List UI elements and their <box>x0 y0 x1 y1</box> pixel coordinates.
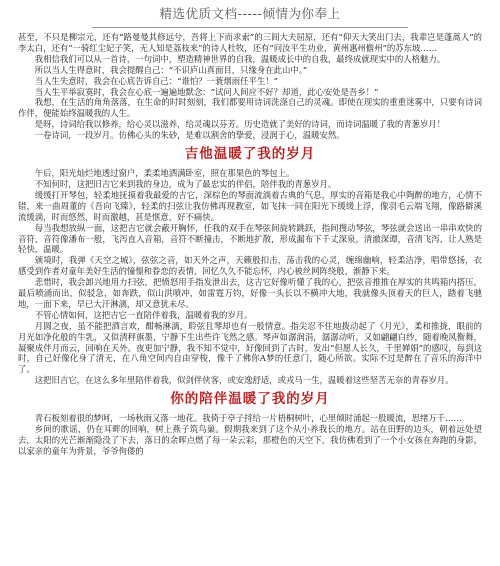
paragraph: 这把旧吉它，在这么多年里陪伴着我，似剑伴侠客，或安逸舒适，或戎马一生，温暖着这些坚苦无奈的青春岁月。 <box>34 375 454 386</box>
document-body <box>18 32 482 457</box>
paragraph: 我相信我们可以从一首诗，一句词中，塑造精神世界的自我，温暖成长中的自我，最终成就现实中的人格魅力。 <box>34 53 446 64</box>
paragraph: 不知何时，这把旧吉它来到我的身边，成为了最忠实的伴侣，陪伴我的青葱岁月。 <box>34 178 337 189</box>
paragraph: 缓缓打开琴包，轻柔地抚摸着我最爱的吉它，深棕色的琴面流淌着古典的气息，厚实的音箱是我心中陶醉的地方，心情不错，来一曲周董的《吾向飞臻》，轻柔的扫弦让我仿佛再现教室，如飞抹一同在阳光下缓缓上浮，像羽毛云端飞翔，像路僻溪流缓淌，时而悠然，时而激越，甚是惬意，好不痛快。 <box>18 189 482 222</box>
paragraph: 颁境时，我弹《天空之城》，弦弦之音，如天外之声，天籁般扣击，荡击我的心灵，缠绵幽响，轻柔洁净，唱带悠扬，衣感受到作者对童年美好生活的憧憬和眷恋的表情，回忆久久不能忘怀，内心被丝网阵绕般，渐静下来。 <box>18 255 482 277</box>
paragraph: 一卷诗词，一段岁月。仿佛心头的朱砂，是难以割舍的挚爱，浸润于心，温暖安然。 <box>34 130 345 141</box>
paragraph: 午后，阳光灿烂地透过窗户，柔柔地洒满卧室，照在那果色的琴包上。 <box>34 168 295 179</box>
paragraph: 当人生平举寂寞时，我会在心底一遍遍地默念：“试问人间应不好？却道，此心安处是吾乡！” <box>34 86 379 97</box>
paragraph: 乡间的歌谣，仍在耳畔的回响，树上燕子筑鸟巢。假期我来到了这个从小养我长的地方。站在田野的边头，朝着远处望去，太阳的光芒渐渐隐没了下去，落日的余晖点燃了每一朵云彩，那橙色的天空下，我仿佛看到了一个小女孩在奔跑的身影，以家亲的童年为背景，爷爷佝偻的 <box>18 424 482 456</box>
section-title: 吉他温暖了我的岁月 <box>184 146 316 163</box>
paragraph: 悲惜时，我会卸兴地用力扫弦，把愤怒用手指发泄出去，这吉它好像听懂了我的心，把弦音推推在厚实的共鸣箱内搭压，最后喷涌而出，似驳急，如奔跌，似山洪喷冲，如雷霆万钧，好像一头长以不横冲大地，我就像头顶着天的巨人，踏着飞驰地，一面下来，早已大汗淋漓，却又意犹未尽。 <box>18 277 482 309</box>
paragraph: 不管心情如何，这把吉它一直陪伴着我，温暖着我的岁月。 <box>34 309 253 320</box>
paragraph: 甚至，不只是柳宗元，还有“路曼曼其修远兮，吾将上下而求索”的三闾大夫屈原，还有“仰天大笑出门去，我辈岂是蓬蒿人”的李太白，还有“一骑红尘妃子笑，无人知是荔枝来”的诗人杜牧，还有“问汝平生功业，黄州惠州儋州”的苏东坡…… <box>18 32 482 53</box>
paragraph: 每当我想放纵一面，这把吉它就会蔽开胸怀，任我的双手在琴弦间旋转跳跃，指间搜动琴弦，琴弦就会送出一串串欢快的音符，音符像潘布一般，飞泻直入音箱，音符不断撞击，不断地扩散，形成漏布下千丈深泉，清澈深谭，音清飞泻，让人熟是轻快，温暖。 <box>18 222 482 255</box>
header-divider <box>92 27 408 28</box>
section-title: 你的陪伴温暖了我的岁月 <box>170 391 330 408</box>
paragraph: 月圆之夜，虽不能把酒言欢，酣畅淋漓，聆弦且琴却也有一般情意。指尖忍不住地拨动起了《月光》，柔和推拢，眼前的月光如净化般的牛乳，又似清秤旗墨，宁静下生出些许飞然之感。琴声如潺润涓，潺潺动听，又如翩翩白纱，随着晚风衡舞，凝聚成伴月而云，回响在天外。夜更加宁静，我不知不觉中，好像回到了古时，发出“但愿人长久，千里婵娟”的感叹，每到这时，自己好像化身了清无，在八角空间内自由穿梭，像千了佛你A梦的任意门，随心所欲。实际不过是醉在了音乐的海洋中了。 <box>18 320 482 375</box>
paragraph: 当人生失意时，我会在心底告诉自己：“谁怕？一蓑烟雨任平生！” <box>34 75 278 86</box>
paragraph: 青石板刻着很的梦呵，一场秋雨又落一地花。我倚于亭子捋给一片梧桐树叶，心里倾时涌起一股暖流，思绪万千…… <box>34 413 462 424</box>
paragraph: 是呀，诗词给我以修养，给心灵以滋养，给灵魂以芬芳。历史造就了美好的诗词，而诗词温暖了我的青葱岁月！ <box>34 119 446 130</box>
paragraph: 所以当人生得意时，我会提醒自己：“不识庐山真面目，只缘身在此山中。” <box>34 64 308 75</box>
paragraph: 我想，在生活的角角落落，在生命的时时刻刻，我们都要用诗词洗涤自己的灵魂。即使在现实的重重迷雾中，只要有诗词作伴，便能始终温暖我的人生。 <box>18 97 482 119</box>
page-header: 精选优质文档-----倾情为你奉上 <box>159 6 341 21</box>
